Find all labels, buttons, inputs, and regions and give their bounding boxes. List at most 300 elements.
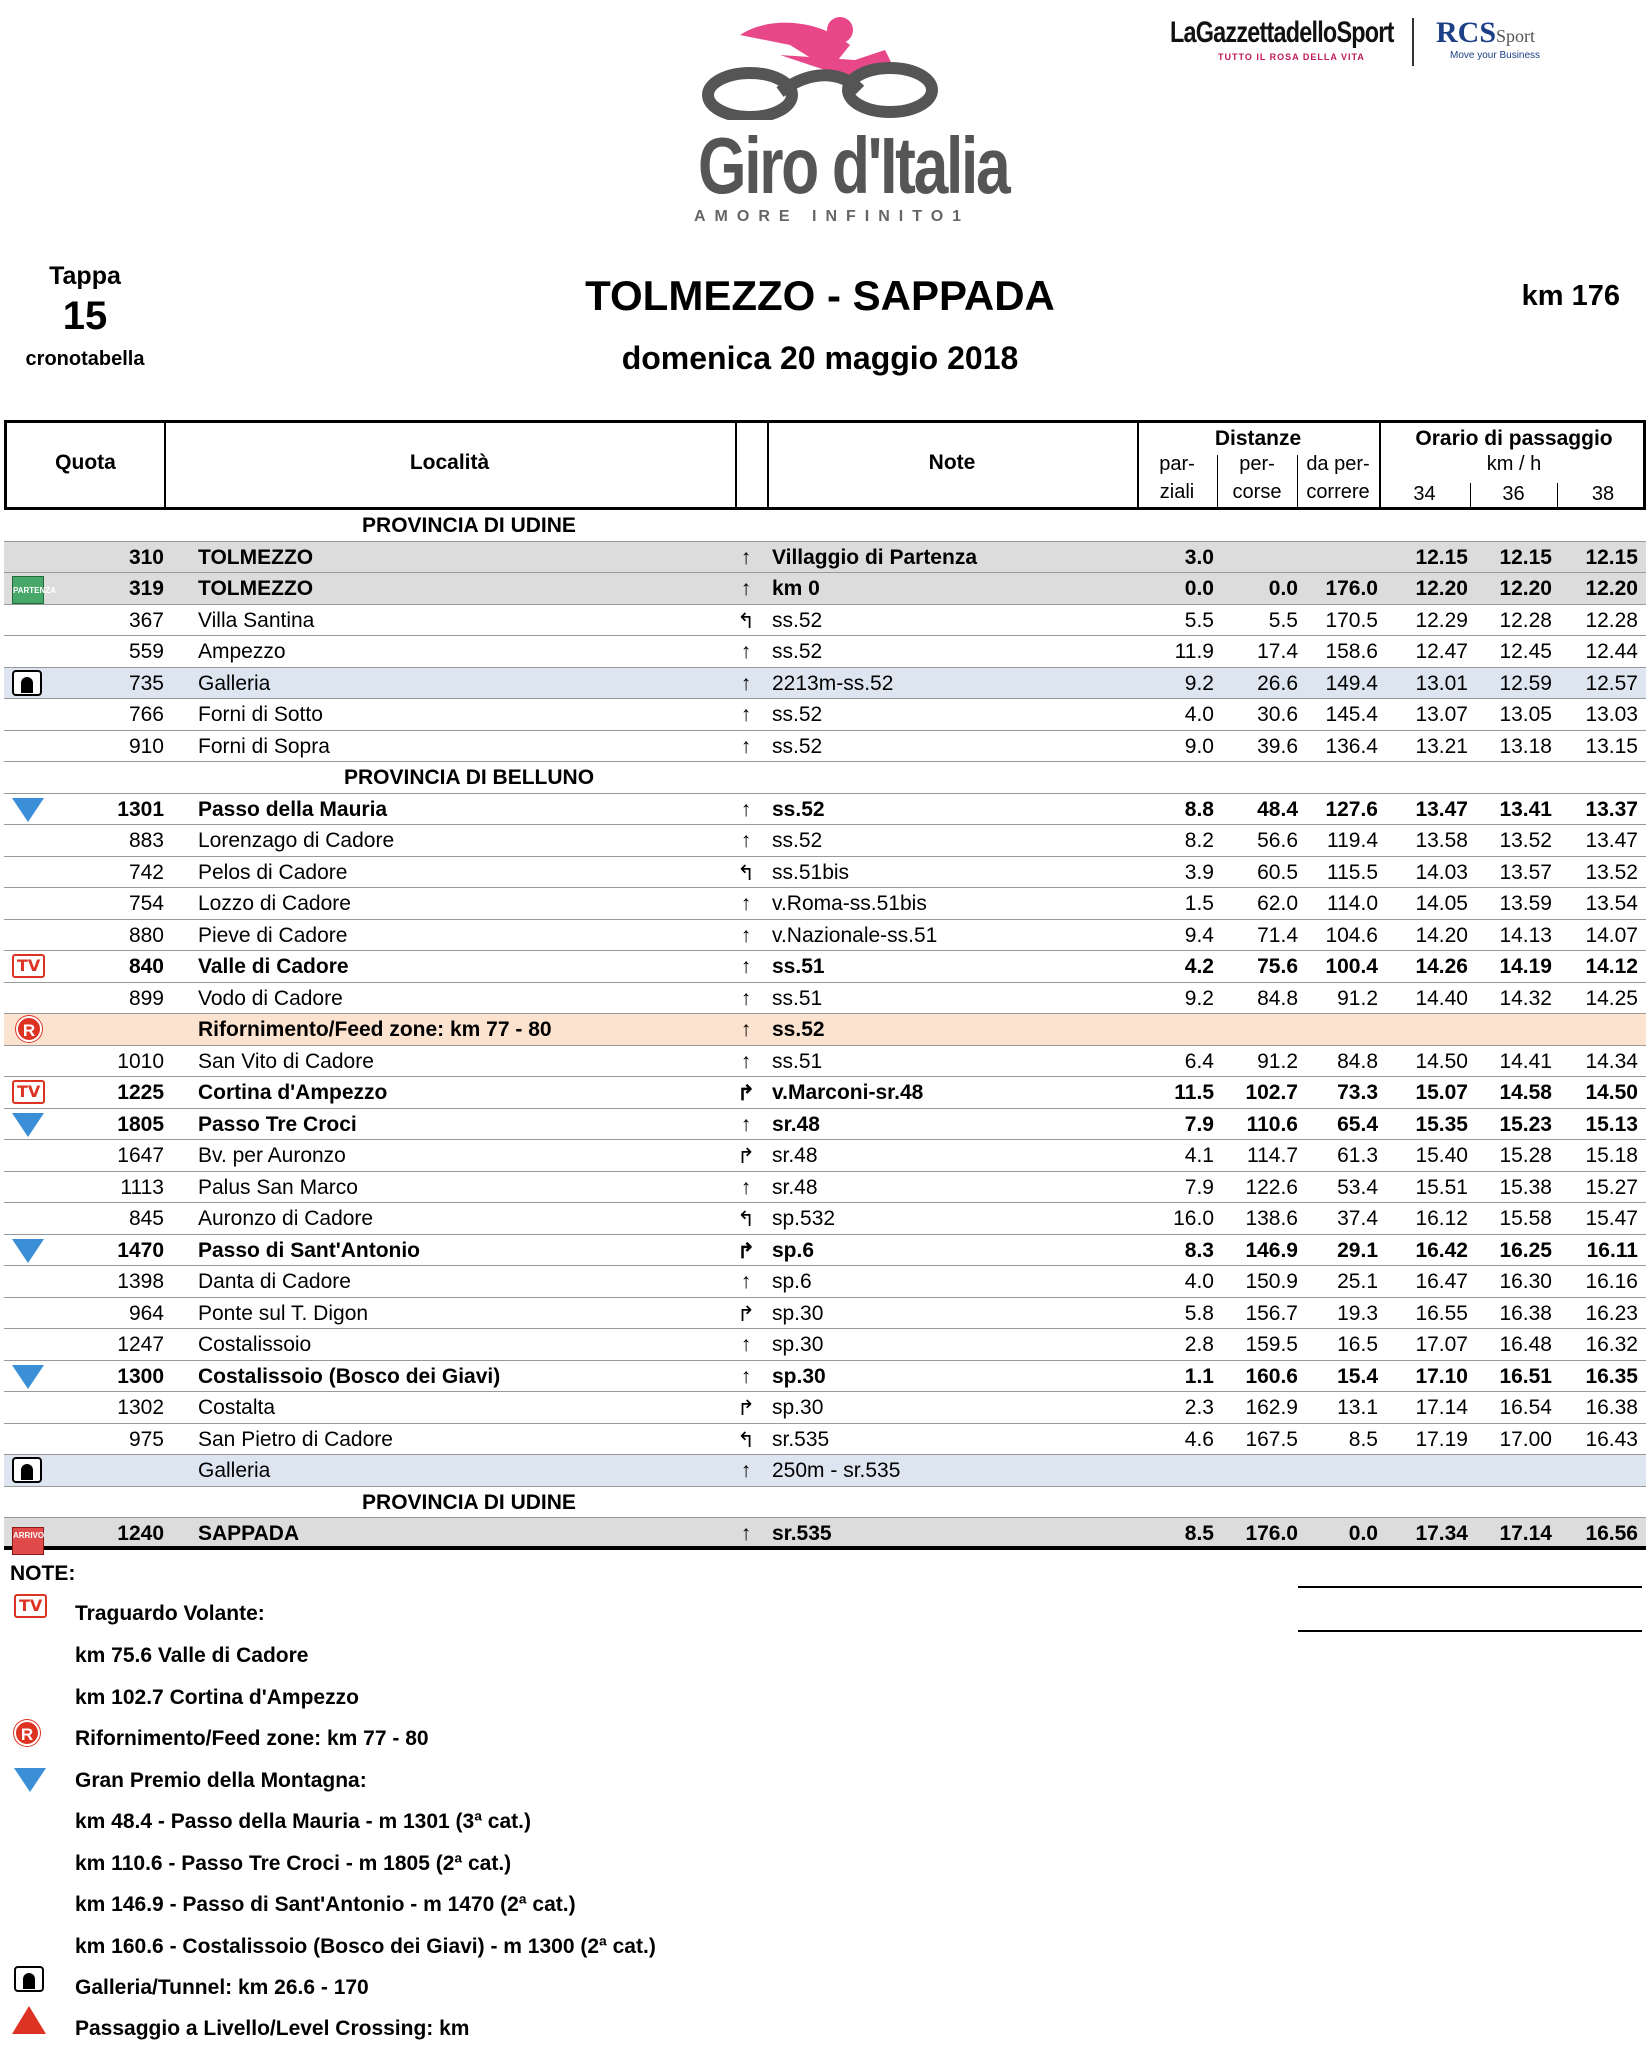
cell-time-38: 16.43 [1585,1427,1638,1451]
cell-direction-arrow: ↰ [737,1208,755,1231]
cell-note: sp.30 [772,1301,824,1325]
giro-brand: Giro d'Italia [698,121,1009,210]
cell-time-38: 12.44 [1585,640,1638,663]
cell-da-percorrere: 136.4 [1325,734,1378,758]
province-label: PROVINCIA DI UDINE [362,1490,576,1514]
table-row [4,1298,1646,1330]
table-row [4,1046,1646,1078]
col-speed-36: 36 [1502,483,1525,505]
cell-parziali: 9.2 [1184,671,1214,695]
cell-parziali: 7.9 [1184,1175,1214,1199]
cell-percorse: 5.5 [1268,608,1298,632]
cell-percorse: 0.0 [1268,577,1298,600]
cell-localita: Costalissoio [198,1333,312,1356]
rcs-tagline: Move your Business [1450,50,1541,61]
cell-localita: Danta di Cadore [198,1270,351,1293]
province-row [4,1487,1646,1519]
cell-da-percorrere: 53.4 [1337,1175,1378,1199]
cell-time-34: 14.05 [1415,892,1468,915]
note-tv-2: km 102.7 Cortina d'Ampezzo [75,1686,359,1709]
cell-parziali: 4.2 [1184,955,1214,978]
cell-direction-arrow: ↱ [737,1082,755,1105]
table-row [4,573,1646,605]
cell-time-36: 17.14 [1499,1522,1552,1545]
col-parziali-2: ziali [1159,481,1195,503]
cell-parziali: 5.8 [1184,1301,1214,1325]
table-row [4,888,1646,920]
cell-localita: Costalta [198,1396,276,1419]
gpm-icon-glyph [12,1365,44,1389]
cell-time-38: 12.20 [1585,577,1638,600]
cell-localita: San Vito di Cadore [198,1049,374,1073]
cell-time-36: 16.38 [1499,1301,1552,1325]
table-row [4,668,1646,700]
cell-percorse: 160.6 [1245,1364,1298,1388]
cell-direction-arrow: ↑ [740,1364,752,1388]
note-level-crossing: Passaggio a Livello/Level Crossing: km [75,2017,470,2040]
cell-da-percorrere: 149.4 [1325,671,1378,695]
cell-direction-arrow: ↰ [737,609,755,633]
cell-direction-arrow: ↑ [740,829,752,852]
table-row [4,636,1646,668]
cell-note: sp.30 [772,1333,824,1356]
cell-time-36: 14.19 [1499,955,1552,978]
cell-localita: San Pietro di Cadore [198,1427,393,1451]
cell-parziali: 4.1 [1184,1144,1214,1167]
cell-time-34: 15.07 [1415,1081,1468,1104]
cell-direction-arrow: ↱ [737,1145,755,1168]
cell-direction-arrow: ↱ [737,1302,755,1326]
level-crossing-icon [12,2006,46,2039]
cell-da-percorrere: 25.1 [1337,1270,1378,1293]
cell-time-36: 13.41 [1499,797,1552,821]
cell-localita: Cortina d'Ampezzo [198,1081,388,1104]
cell-time-38: 14.07 [1585,923,1638,947]
gpm-icon [10,796,44,822]
gpm-icon-glyph [12,798,44,822]
cell-da-percorrere: 19.3 [1337,1301,1378,1325]
notes-title: NOTE: [10,1562,76,1585]
cell-percorse: 84.8 [1257,986,1298,1010]
cell-time-36: 12.28 [1499,608,1552,632]
cell-parziali: 8.5 [1184,1522,1214,1545]
cell-quota: 766 [128,703,164,726]
cell-localita: TOLMEZZO [198,545,314,569]
cell-percorse: 56.6 [1257,829,1298,852]
cell-quota: 845 [128,1207,164,1230]
table-row [4,605,1646,637]
table-row [4,1077,1646,1109]
cell-quota: 310 [128,545,164,569]
table-row [4,1235,1646,1267]
cell-note: ss.52 [772,608,823,632]
tv-icon [10,1079,44,1105]
table-row [4,951,1646,983]
cell-da-percorrere: 0.0 [1348,1522,1378,1545]
cell-note: Villaggio di Partenza [772,545,977,569]
cell-da-percorrere: 29.1 [1337,1238,1378,1262]
cell-time-34: 17.34 [1415,1522,1468,1545]
cell-localita: Passo di Sant'Antonio [198,1238,421,1262]
start-icon-glyph: PARTENZA [12,576,44,604]
note-gpm-title: Gran Premio della Montagna: [75,1769,367,1792]
table-row [4,1014,1646,1046]
table-row [4,1361,1646,1393]
cell-direction-arrow: ↑ [740,545,752,569]
cell-time-34: 17.14 [1415,1396,1468,1419]
cell-direction-arrow: ↑ [740,892,752,915]
cell-time-36: 16.51 [1499,1364,1552,1388]
table-row [4,1109,1646,1141]
cell-time-38: 15.47 [1585,1207,1638,1230]
cell-time-34: 15.35 [1415,1112,1468,1136]
cell-parziali: 9.4 [1184,923,1214,947]
col-orario: Orario di passaggio [1415,427,1613,450]
cell-note: sp.30 [772,1396,824,1419]
feed-zone-icon [8,1720,40,1746]
cell-time-36: 15.38 [1499,1175,1552,1199]
cell-localita: Villa Santina [198,608,315,632]
tv-icon-glyph: TV [12,1080,45,1104]
tappa-number: 15 [62,294,108,338]
cell-quota: 1240 [117,1522,164,1545]
cell-direction-arrow: ↑ [740,797,752,821]
col-localita: Località [409,451,490,474]
cell-direction-arrow: ↑ [740,671,752,695]
cell-quota: 883 [128,829,164,852]
cell-percorse: 26.6 [1257,671,1298,695]
finish-icon [10,1520,44,1546]
cell-localita: Pieve di Cadore [198,923,348,947]
cell-time-34: 17.07 [1415,1333,1468,1356]
cell-time-34: 14.20 [1415,923,1468,947]
cell-note: ss.52 [772,1018,825,1041]
cell-da-percorrere: 73.3 [1337,1081,1378,1104]
cell-quota: 840 [128,955,164,978]
cell-note: sr.48 [772,1175,818,1199]
cell-parziali: 4.0 [1184,703,1214,726]
cell-da-percorrere: 8.5 [1348,1427,1378,1451]
cell-time-34: 16.12 [1415,1207,1468,1230]
col-speed-38: 38 [1591,483,1615,505]
cell-note: sr.48 [772,1112,820,1136]
table-row [4,1518,1646,1550]
col-kmh: km / h [1486,453,1542,475]
cell-time-36: 12.45 [1499,640,1552,663]
cell-time-36: 16.48 [1499,1333,1552,1356]
gpm-icon [12,1766,46,1792]
cell-time-36: 12.20 [1499,577,1552,600]
cell-percorse: 102.7 [1245,1081,1298,1104]
cell-localita: Lorenzago di Cadore [198,829,395,852]
stage-title: TOLMEZZO - SAPPADA [585,272,1055,319]
cell-parziali: 2.8 [1184,1333,1214,1356]
table-row [4,1329,1646,1361]
cell-note: sp.532 [772,1207,836,1230]
cell-time-38: 13.47 [1585,829,1638,852]
cell-quota: 1300 [117,1364,164,1388]
rcs-logo [1436,16,1566,76]
cell-time-38: 13.54 [1585,892,1638,915]
cell-time-38: 16.32 [1585,1333,1638,1356]
cell-da-percorrere: 61.3 [1337,1144,1378,1167]
table-header [4,420,1646,510]
cell-percorse: 146.9 [1245,1238,1298,1262]
cell-time-38: 13.52 [1585,860,1638,884]
cell-note: ss.52 [772,797,825,821]
cell-da-percorrere: 15.4 [1337,1364,1378,1388]
cell-percorse: 75.6 [1257,955,1298,978]
cell-time-36: 15.23 [1499,1112,1552,1136]
gazzetta-tagline: TUTTO IL ROSA DELLA VITA [1218,52,1365,62]
tv-icon-label: TV [14,1594,47,1618]
note-tunnel: Galleria/Tunnel: km 26.6 - 170 [75,1976,369,1999]
cell-percorse: 138.6 [1245,1207,1298,1230]
cell-quota: 1470 [117,1238,164,1262]
tv-icon [10,953,44,979]
cell-da-percorrere: 91.2 [1337,986,1378,1010]
cell-percorse: 159.5 [1245,1333,1298,1356]
cell-localita: Passo della Mauria [198,797,388,821]
cell-quota: 1247 [117,1333,164,1356]
cell-da-percorrere: 119.4 [1327,829,1378,852]
cell-direction-arrow: ↑ [740,703,752,726]
cell-time-34: 13.58 [1415,829,1468,852]
cell-quota: 880 [128,923,164,947]
giro-tagline: AMORE INFINITO1 [694,208,971,225]
cell-quota: 1805 [117,1112,164,1136]
cell-parziali: 3.0 [1184,545,1214,569]
province-label: PROVINCIA DI UDINE [362,514,576,537]
note-gpm-1: km 48.4 - Passo della Mauria - m 1301 (3ª cat.) [75,1810,531,1833]
cell-quota: 1302 [117,1396,164,1419]
table-row [4,1203,1646,1235]
cell-direction-arrow: ↑ [740,577,752,600]
cell-time-38: 14.34 [1585,1049,1638,1073]
cell-percorse: 62.0 [1257,892,1298,915]
col-speed-34: 34 [1413,483,1436,505]
cell-percorse: 110.6 [1246,1112,1298,1136]
cell-da-percorrere: 16.5 [1337,1333,1378,1356]
cell-localita: Ponte sul T. Digon [198,1301,369,1325]
giro-logo [680,10,1009,230]
logo-divider [1412,18,1414,66]
col-percorse-2: corse [1232,481,1282,503]
cell-localita: Lozzo di Cadore [198,892,351,915]
col-distanze: Distanze [1214,427,1302,450]
table-row [4,1266,1646,1298]
cell-percorse: 167.5 [1245,1427,1298,1451]
cell-parziali: 4.6 [1184,1427,1214,1451]
province-row [4,510,1646,542]
rcs-sport: Sport [1496,26,1536,46]
cell-time-38: 14.12 [1585,955,1638,978]
rcs-name: RCS [1436,16,1497,49]
cell-quota: 975 [128,1427,164,1451]
cell-direction-arrow: ↑ [740,1018,752,1041]
table-row [4,1455,1646,1487]
cell-quota: 1647 [117,1144,164,1167]
cell-da-percorrere: 170.5 [1325,608,1378,632]
cell-localita: Palus San Marco [198,1175,358,1199]
cell-percorse: 60.5 [1257,860,1298,884]
table-row [4,1172,1646,1204]
cell-parziali: 6.4 [1184,1049,1214,1073]
col-da-percorrere-2: correre [1306,481,1370,503]
signature-line [1298,1586,1642,1588]
tunnel-icon [10,1457,44,1483]
note-gpm-4: km 160.6 - Costalissoio (Bosco dei Giavi) - m 1300 (2ª cat.) [75,1935,656,1958]
tunnel-icon-glyph [12,1457,42,1483]
cell-time-34: 13.07 [1415,703,1468,726]
tappa-label: Tappa [49,262,121,290]
cell-parziali: 1.1 [1184,1364,1214,1388]
cell-note: sr.535 [772,1522,832,1545]
table-row [4,1392,1646,1424]
cell-time-36: 15.58 [1499,1207,1552,1230]
stage-date: domenica 20 maggio 2018 [621,340,1019,376]
stage-distance: km 176 [1521,280,1620,312]
cell-parziali: 0.0 [1184,577,1214,600]
cell-localita: Passo Tre Croci [198,1112,357,1136]
cell-direction-arrow: ↑ [740,1112,752,1136]
table-row [4,1140,1646,1172]
cell-time-34: 12.29 [1415,608,1468,632]
feed-zone-icon [10,1016,44,1042]
table-row [4,857,1646,889]
col-note: Note [928,451,976,474]
cell-time-38: 15.18 [1585,1144,1638,1167]
cell-note: sp.6 [772,1238,815,1262]
col-parziali-1: par- [1159,453,1195,475]
gpm-icon-glyph [12,1239,44,1263]
gazzetta-logo [1170,16,1394,76]
cell-time-38: 16.56 [1585,1522,1638,1545]
cell-note: ss.52 [772,829,823,852]
cell-time-34: 13.01 [1415,671,1468,695]
cell-note: sp.30 [772,1364,826,1388]
cell-time-34: 16.47 [1415,1270,1468,1293]
cell-note: ss.51bis [772,860,850,884]
cell-note: v.Roma-ss.51bis [772,892,927,915]
cell-localita: SAPPADA [198,1522,300,1545]
table-row [4,983,1646,1015]
cell-time-38: 16.11 [1586,1238,1638,1262]
cell-time-36: 14.58 [1499,1081,1552,1104]
cell-quota: 910 [128,734,164,758]
table-row [4,825,1646,857]
cell-time-38: 16.16 [1585,1270,1638,1293]
cell-direction-arrow: ↑ [740,1522,752,1545]
cell-time-38: 15.27 [1585,1175,1638,1199]
cell-da-percorrere: 65.4 [1337,1112,1378,1136]
cell-parziali: 1.5 [1184,892,1214,915]
cell-direction-arrow: ↑ [740,1270,752,1293]
cell-percorse: 17.4 [1257,640,1298,663]
cell-quota: 1010 [117,1049,164,1073]
cell-localita: Galleria [198,671,271,695]
cell-direction-arrow: ↑ [740,1459,752,1482]
cell-time-34: 16.42 [1415,1238,1468,1262]
col-da-percorrere-1: da per- [1306,453,1370,475]
table-row [4,731,1646,763]
cell-da-percorrere: 158.6 [1325,640,1378,663]
cell-da-percorrere: 84.8 [1337,1049,1378,1073]
cell-quota: 754 [128,892,164,915]
cell-localita: Costalissoio (Bosco dei Giavi) [198,1364,501,1388]
cell-quota: 735 [128,671,164,695]
tv-icon-glyph: TV [12,954,45,978]
cell-time-34: 16.55 [1415,1301,1468,1325]
cell-localita: Bv. per Auronzo [198,1144,346,1167]
cell-da-percorrere: 176.0 [1325,577,1378,600]
cell-quota: 742 [128,860,164,884]
cell-quota: 319 [128,577,164,600]
cell-note: ss.52 [772,734,823,758]
finish-icon-glyph: ARRIVO [12,1527,44,1555]
cell-note: 250m - sr.535 [772,1459,901,1482]
cell-percorse: 176.0 [1245,1522,1298,1545]
cell-time-36: 13.52 [1499,829,1552,852]
cell-time-38: 16.23 [1585,1301,1638,1325]
giro-bicycle-icon [680,10,980,120]
cell-parziali: 7.9 [1184,1112,1214,1136]
tunnel-icon-glyph [12,670,42,696]
cell-time-38: 13.03 [1585,703,1638,726]
note-gpm-2: km 110.6 - Passo Tre Croci - m 1805 (2ª cat.) [75,1852,512,1875]
cell-note: v.Nazionale-ss.51 [772,923,938,947]
cell-parziali: 16.0 [1173,1207,1214,1230]
cell-localita: Rifornimento/Feed zone: km 77 - 80 [198,1018,552,1041]
cell-time-36: 14.32 [1499,986,1552,1010]
col-percorse-1: per- [1239,453,1275,475]
cell-time-36: 14.13 [1499,923,1552,947]
cell-note: ss.51 [772,986,823,1010]
cell-parziali: 8.2 [1184,829,1214,852]
cell-time-36: 16.30 [1499,1270,1552,1293]
cell-time-36: 12.59 [1499,671,1552,695]
timetable [4,420,1646,1550]
cell-time-34: 13.21 [1415,734,1468,758]
cell-parziali: 11.9 [1174,640,1214,663]
cell-time-38: 14.50 [1585,1081,1638,1104]
cell-parziali: 11.5 [1174,1081,1214,1104]
table-row [4,699,1646,731]
cell-direction-arrow: ↑ [740,1049,752,1073]
note-feed: Rifornimento/Feed zone: km 77 - 80 [75,1727,429,1750]
cell-percorse: 30.6 [1257,703,1298,726]
cell-direction-arrow: ↱ [737,1239,755,1263]
cell-parziali: 8.3 [1184,1238,1214,1262]
cell-parziali: 5.5 [1184,608,1214,632]
start-icon [10,575,56,601]
cell-time-36: 15.28 [1499,1144,1552,1167]
cell-time-36: 14.41 [1499,1049,1552,1073]
cell-quota: 1301 [117,797,164,821]
cell-percorse: 156.7 [1245,1301,1298,1325]
cell-note: ss.52 [772,640,823,663]
cell-time-38: 13.37 [1585,797,1638,821]
tunnel-icon [10,670,44,696]
table-row [4,920,1646,952]
cell-da-percorrere: 37.4 [1337,1207,1378,1230]
gpm-icon [10,1237,44,1263]
cell-time-34: 13.47 [1415,797,1468,821]
cell-quota: 1398 [117,1270,164,1293]
cell-quota: 367 [128,608,164,632]
cell-time-38: 14.25 [1585,986,1638,1010]
cell-quota: 964 [128,1301,164,1325]
